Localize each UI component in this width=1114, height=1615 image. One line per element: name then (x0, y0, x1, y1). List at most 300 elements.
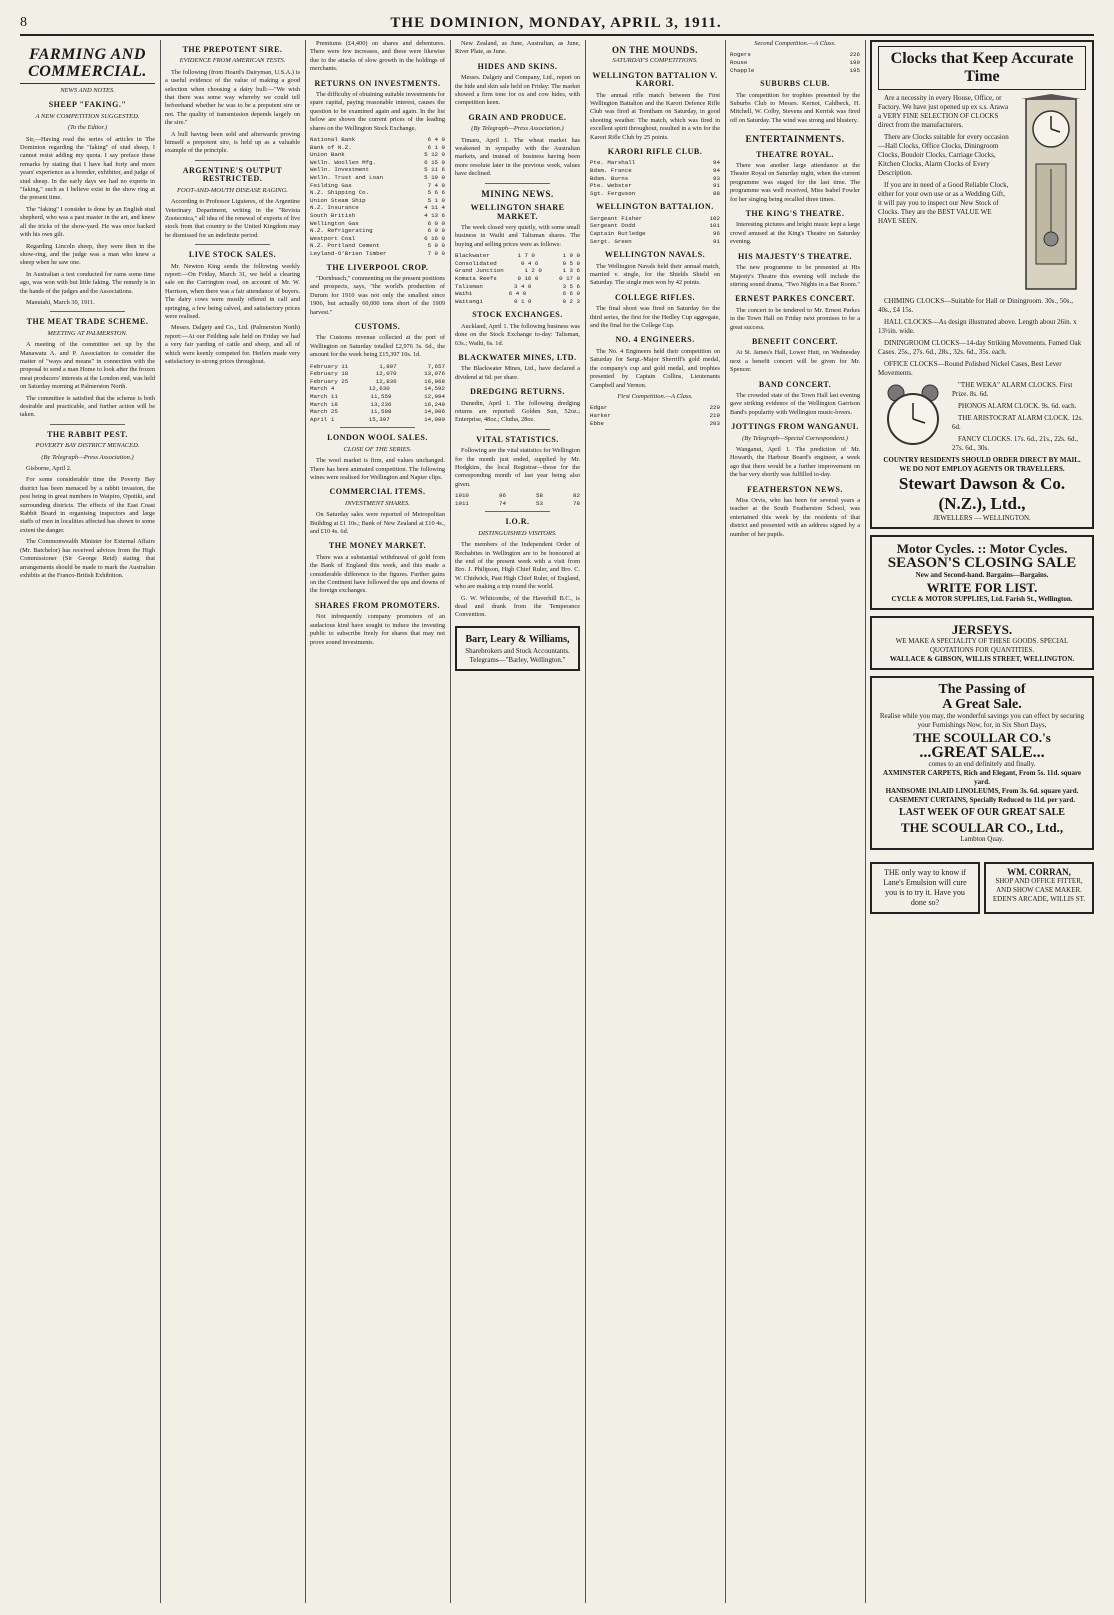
paragraph: The committee is satisfied that the scheme is both desirable and practicable, and further action will be taken. (20, 394, 155, 419)
table-row (310, 144, 445, 152)
paragraph: Regarding Lincoln sheep, they were then in the show-ring, and the judge was a man who knew a sheep when he saw one. (20, 242, 155, 267)
paragraph: Mr. Newton King sends the following weekly report:—On Friday, March 31, we held a clearing sale on the Carrington road, on account of Mr. W. Harrison, when there was a fair attendance of buyers. The dairy cows were mostly offered in calf and springing, a few being calved, and satisfactory prices were realised. (165, 262, 300, 320)
paragraph: Messrs. Dalgety and Co., Ltd. (Palmerston North) report:—At our Feilding sale held on Friday we had a very fair yarding of cattle and sheep, and all of which were keenly competed for. Heifers made very satisfactory to strong prices throughout. (165, 324, 300, 365)
paragraph: The annual rifle match between the First Wellington Battalion and the Karori Defence Rifle Club was fired at Trentham on Saturday, in good shooting weather. The match, which was fired in excellent spirit throughout, resulted in a win for the Karori Rifle Club by 25 points. (590, 91, 720, 141)
table-cell-value: 219 (709, 411, 720, 419)
paragraph: Interesting pictures and bright music kept a large crowd amused at the King's Theatre on Saturday evening. (730, 221, 860, 246)
table-row (590, 167, 720, 175)
advert-column (870, 40, 1094, 1603)
table-cell-value: 93 (713, 174, 720, 182)
table-cell-value: 6 0 0 (427, 227, 445, 235)
table-cell-label: 1910 (455, 492, 469, 500)
paragraph: Miss Orvis, who has been for several years a teacher at the South Featherston School, was entertained this week by the residents of that district and presented with an address signed by a number of her pupils. (730, 497, 860, 538)
table-cell-value: 58 (535, 492, 543, 500)
table-row (455, 260, 580, 268)
article-heading: STOCK EXCHANGES. (472, 310, 563, 320)
table-cell-value: 91 (713, 182, 720, 190)
table-cell-value: 5 6 6 (427, 189, 445, 197)
karori-scores-table (590, 159, 720, 197)
column-1 (20, 40, 155, 1603)
section-title: FARMING AND COMMERCIAL. (20, 46, 155, 84)
table-row (310, 242, 445, 250)
article-heading: WELLINGTON NAVALS. (604, 250, 706, 260)
table-row (310, 166, 445, 174)
advert-title: Clocks that Keep Accurate Time (878, 46, 1086, 90)
article-subheading: DISTINGUISHED VISITORS. (478, 529, 557, 537)
clock-item: PHONOS ALARM CLOCK. 9s. 6d. each. (958, 402, 1077, 410)
table-cell-label: March 18 (310, 400, 338, 408)
table-cell-value: 14,592 (424, 385, 445, 393)
table-cell-value: 0 1 9 (514, 297, 532, 305)
table-cell-label: Rogers (730, 51, 751, 59)
table-cell-value: 1 2 0 (524, 267, 542, 275)
advert-firm: THE SCOULLAR CO.'s (913, 730, 1051, 745)
clock-item: DININGROOM CLOCKS—14-day Striking Movements. Fumed Oak Cases. 25s., 27s. 6d., 28s., 32s. 6d., 35s. each. (878, 339, 1082, 356)
table-row (310, 189, 445, 197)
advert-line: SHOP AND OFFICE FITTER, AND SHOW CASE MAKER. EDEN'S ARCADE, WILLIS ST. (992, 877, 1086, 903)
table-cell-value: 229 (709, 404, 720, 412)
paragraph: The final shoot was fired on Saturday for the third series, the first for the Hedley Cup aggregate, and the final for the College Cup. (590, 305, 720, 330)
table-row (310, 393, 445, 401)
column-2 (165, 40, 300, 1603)
article-heading: THE PREPOTENT SIRE. (182, 45, 283, 54)
table-cell-label: Captain Rutledge (590, 230, 646, 238)
paragraph: The following (from Hoard's Dairyman, U.S.A.) is a useful evidence of the value of making a good selection when choosing a dairy bull:—"We wish that there was some way whereby we could tell beforehand whether he was to be a prepotent sire or not. The quality of transmission depends largely on the sire." (165, 68, 300, 127)
table-cell-value: 4 13 6 (424, 212, 445, 219)
paragraph: The concert to be tendered to Mr. Ernest Parkes in the Town Hall on Friday next promises to be a great success. (730, 306, 860, 331)
article-heading: THEATRE ROYAL. (756, 149, 834, 159)
advert-notice: COUNTRY RESIDENTS SHOULD ORDER DIRECT BY MAIL. WE DO NOT EMPLOY AGENTS OR TRAVELLERS. (883, 456, 1081, 473)
table-row (310, 174, 445, 182)
table-row (310, 363, 445, 371)
article-subheading: A NEW COMPETITION SUGGESTED. (35, 112, 140, 120)
table-cell-label: April 1 (310, 415, 335, 423)
table-row (455, 492, 580, 500)
clock-item: OFFICE CLOCKS—Round Polished Nickel Cases, Best Lever Movements. (878, 360, 1062, 377)
article-heading: BAND CONCERT. (758, 379, 832, 389)
paragraph: There was another large attendance at the Theatre Royal on Saturday night, when the current programme was staged for the last time. The programme was well received, Miss Isabel Fowler for her singing being recalled three times. (730, 162, 860, 203)
article-subheading: CLOSE OF THE SERIES. (343, 445, 412, 453)
table-cell-value: 3 5 6 (562, 282, 580, 290)
table-row (310, 182, 445, 190)
advert-firm: CYCLE & MOTOR SUPPLIES, Ltd. Farish St., Wellington. (891, 595, 1073, 603)
clock-icon (1016, 94, 1086, 294)
table-cell-value: 5 11 6 (424, 166, 445, 174)
article-heading: VITAL STATISTICS. (476, 434, 559, 444)
table-cell-value: 12,630 (368, 385, 390, 393)
paragraph: The difficulty of obtaining suitable investments for spare capital, paying reasonable interest, causes the question to be examined again and again. In the list below are shown the current prices of the leading shares on the Wellington Stock Exchange. (310, 91, 445, 132)
table-cell-value: 3 4 0 (514, 282, 532, 290)
table-row (590, 190, 720, 198)
advert-heading: Motor Cycles. :: Motor Cycles. (896, 541, 1068, 556)
table-cell-value: 14,006 (424, 408, 445, 416)
advert-line: Realise while you may, the wonderful savings you can effect by securing your Furnishings Now, for, in Six Short Days, (879, 712, 1085, 729)
grandfather-clock-illustration (1016, 94, 1086, 297)
article-heading: THE LIVERPOOL CROP. (326, 262, 429, 272)
paragraph: Wanganui, April 1. The prediction of Mr. Howarth, the Harbour Board's engineer, a week ago that there would be a further improvement on the bar very shortly was fulfilled to-day. (730, 446, 860, 479)
paragraph: Dunedin, April 1. The following dredging returns are reported: Golden Sun, 52oz.; Enterprise, 48oz.; Clutha, 28oz. (455, 399, 580, 424)
table-row (455, 290, 580, 298)
clock-item: CHIMING CLOCKS—Suitable for Hall or Diningroom. 30s., 50s., 40s., £4 15s. (878, 297, 1073, 314)
paragraph: The new programme to be presented at His Majesty's Theatre this evening will include the stirring sound drama, "Two Nights in a Bar Room." (730, 264, 860, 288)
article-heading: CUSTOMS. (354, 322, 401, 331)
column-3 (310, 40, 445, 1603)
paragraph: For some considerable time the Poverty Bay district has been menaced by a rabbit invasion, the pest being in great numbers in Waipiro, Opotiki, and surrounding districts. The effects of the East Coast Rabbit Board in organising inspectors and large staffs of men in localities affected has shown to some extent the danger. (20, 476, 155, 534)
article-heading: WELLINGTON BATTALION. (596, 202, 714, 212)
paragraph: The competition for trophies presented by the Suburbs Club to Messrs. Kernot, Caldbeck, H. Mitchell, W. Colby, Stevens and Kerrisk was fired off on Saturday. The wind was strong and blustery. (730, 91, 860, 124)
table-row (310, 136, 445, 144)
alarm-clock-icon (878, 381, 948, 451)
table-row (310, 235, 445, 243)
telegraph-line: (By Telegraph—Press Association.) (471, 125, 564, 133)
advert-line: WRITE FOR LIST. (926, 580, 1038, 595)
table-row (455, 267, 580, 275)
table-cell-label: February 25 (310, 377, 349, 385)
table-row (590, 238, 720, 246)
table-row (455, 500, 580, 508)
table-row (310, 212, 445, 220)
paragraph: The crowded state of the Town Hall last evening gave striking evidence of the Wellington Garrison Band's popularity with Wellington music-lovers. (730, 391, 860, 416)
table-cell-value: 7 4 0 (427, 181, 445, 189)
column-divider (585, 40, 586, 1603)
table-cell-label: February 11 (310, 362, 349, 370)
table-row (590, 159, 720, 167)
dateline: Gisborne, April 2. (26, 465, 72, 473)
paragraph: Sir,—Having read the series of articles in The Dominion regarding the "faking" of stud sheep, I cannot resist adding my quota. I say preface these remarks by stating that I have had forty and more years' experience as a breeder, exhibitor, and judge of stud sheep. In the early days we had no experts in "faking," such as I believe exist in the show ring at the present time. (20, 135, 155, 202)
article-heading: THE MONEY MARKET. (328, 541, 427, 551)
table-cell-label: Welln. Trust and Loan (310, 174, 384, 182)
table-cell-value: 16,249 (424, 400, 445, 408)
table-row (455, 275, 580, 283)
divider (485, 429, 550, 430)
table-cell-value: 96 (498, 492, 506, 500)
clock-item: FANCY CLOCKS. 17s. 6d., 21s., 22s. 6d., 27s. 6d., 30s. (952, 435, 1078, 452)
table-cell-label: Bdsm. France (590, 167, 632, 175)
advert-line: ...GREAT SALE... (919, 744, 1045, 761)
lanes-emulsion-advert (870, 862, 980, 914)
scoullar-sale-advert (870, 676, 1094, 850)
competition-label: First Competition.—A Class. (617, 392, 693, 400)
advert-line: LAST WEEK OF OUR GREAT SALE (899, 807, 1065, 818)
table-row (310, 151, 445, 159)
divider (195, 160, 270, 161)
paragraph: Following are the vital statistics for Wellington for the month just ended, supplied by Mr. Hodgkins, the local Registrar—those for the corresponding month of last year being also given. (455, 447, 580, 488)
article-byline: (To the Editor.) (67, 124, 108, 132)
table-row (455, 252, 580, 260)
article-heading: JOTTINGS FROM WANGANUI. (731, 422, 859, 432)
table-cell-label: Pte. Webster (590, 182, 632, 190)
table-cell-value: 1 3 6 (562, 267, 580, 275)
column-divider (725, 40, 726, 1603)
article-heading: ERNEST PARKES CONCERT. (735, 294, 855, 304)
table-cell-label: Blackwater (455, 252, 490, 260)
table-cell-value: 199 (849, 59, 860, 66)
divider (760, 129, 830, 130)
article-heading: HIS MAJESTY'S THEATRE. (737, 251, 853, 261)
customs-table (310, 363, 445, 424)
article-heading: NO. 4 ENGINEERS. (615, 335, 695, 345)
table-cell-value: 203 (709, 419, 720, 427)
table-cell-label: N.Z. Shipping Co. (310, 189, 370, 197)
section-subtitle: NEWS AND NOTES. (60, 87, 115, 94)
table-cell-label: March 25 (310, 408, 338, 416)
article-heading: COMMERCIAL ITEMS. (329, 487, 426, 497)
article-subheading: POVERTY BAY DISTRICT MENACED. (35, 442, 140, 450)
column-divider (305, 40, 306, 1603)
mining-share-table (455, 252, 580, 305)
article-heading: ENTERTAINMENTS. (745, 135, 845, 146)
table-row (310, 250, 445, 258)
table-cell-value: 12,836 (375, 377, 397, 385)
table-cell-value: 6 4 0 (508, 290, 527, 298)
sharebroker-advert (455, 626, 580, 671)
table-row (310, 220, 445, 228)
advert-title: JERSEYS. (951, 622, 1013, 637)
table-row (590, 404, 720, 412)
table-cell-value: 102 (709, 214, 720, 222)
alarm-clock-illustration (878, 381, 948, 456)
table-row (310, 227, 445, 235)
table-row (310, 385, 445, 393)
paragraph: The members of the Independent Order of Rechabites in Wellington are to be honoured at the end of the present week with a visit from Bro. J. Philipson, High Chief Ruler, and Bro. C. W. Chidwick, Past High Chief Ruler, of England, who are making a trip round the world. (455, 541, 580, 591)
article-heading: HIDES AND SKINS. (477, 61, 558, 71)
advert-item: CASEMENT CURTAINS, Specially Reduced to 11d. per yard. (888, 796, 1076, 804)
article-subheading: INVESTMENT SHARES. (345, 499, 410, 507)
second-competition-table (730, 51, 860, 74)
paragraph: The Customs revenue collected at the port of Wellington on Saturday totalled £2,976 3s. 6d., the amount for the week being £15,397 10s. 1d. (310, 334, 445, 359)
table-cell-value: 0 16 0 (517, 274, 539, 282)
table-cell-value: 15,397 (368, 415, 390, 423)
paragraph: New Zealand, as June, Australian, as June, River Plate, as June. (455, 40, 580, 56)
table-cell-value: 0 4 6 (520, 259, 539, 267)
table-cell-label: March 11 (310, 393, 338, 400)
table-row (590, 182, 720, 190)
table-row (310, 408, 445, 416)
advert-firm: THE SCOULLAR CO., Ltd., (900, 820, 1064, 835)
clock-item: THE ARISTOCRAT ALARM CLOCK. 12s. 6d. (952, 414, 1083, 431)
paragraph: The Blackwater Mines, Ltd., have declared a dividend at 6d. per share. (455, 365, 580, 381)
paragraph: G. W. Whitcombe, of the Haverhill B.C., is dead and drank from the Temperance Convention. (455, 594, 580, 619)
table-row (455, 283, 580, 291)
article-heading: WELLINGTON BATTALION V. KARORI. (592, 70, 718, 89)
page-number: 8 (20, 15, 28, 30)
article-heading: ARGENTINE'S OUTPUT RESTRICTED. (182, 165, 283, 184)
column-6 (730, 40, 860, 1603)
table-cell-value: 226 (849, 51, 860, 59)
divider (50, 424, 125, 425)
table-cell-value: 1 7 0 (517, 252, 535, 260)
article-heading: THE MEAT TRADE SCHEME. (26, 317, 149, 327)
article-subheading: EVIDENCE FROM AMERICAN TESTS. (179, 57, 286, 65)
paragraph: There was a substantial withdrawal of gold from the Bank of England this week, and this made a considerable difference to the figures. Further gains on the Continent have followed the ups and downs of the foreign exchanges. (310, 553, 445, 595)
advert-title: SEASON'S CLOSING SALE (887, 555, 1077, 571)
advert-line: THE only way to know if Lane's Emulsion will cure you is to try it. Have you done so? (883, 868, 967, 907)
paragraph: There are Clocks suitable for every occasion—Hall Clocks, Office Clocks, Diningroom Clocks, Boudoir Clocks, Carriage Clocks, Kitchen Clocks, Alarm Clocks of Every Description. (878, 133, 1009, 177)
clock-item: "THE WEKA" ALARM CLOCKS. First Prize. 8s. 6d. (952, 381, 1073, 398)
paragraph: The Wellington Navals held their annual match, married v. single, for the Shields Shield on Saturday. The single men won by 42 points. (590, 262, 720, 287)
divider (340, 427, 415, 428)
table-cell-label: Wellington Gas (310, 219, 359, 227)
article-heading: BENEFIT CONCERT. (751, 336, 839, 346)
table-cell-value: 14,090 (424, 415, 445, 423)
masthead (20, 12, 1094, 36)
paragraph: The Commonwealth Minister for External Affairs (Mr. Batchelor) has received advices from the High Commissioner (Sir George Reid) stating that arrangements should be made to mark the Australian exhibits at the Franco-British Exhibition. (20, 538, 155, 579)
table-row (590, 175, 720, 183)
table-row (310, 378, 445, 386)
table-cell-label: Sergeant Fisher (590, 214, 643, 222)
advert-title: A Great Sale. (942, 697, 1022, 712)
paragraph: Not infrequently company promoters of an audacious kind have sought to induce the investing public to subscribe freely for shares that may not prove sound investments. (310, 613, 445, 646)
telegraph-line: (By Telegraph—Press Association.) (41, 453, 134, 461)
table-cell-label: Edgar (590, 404, 608, 412)
column-divider (450, 40, 451, 1603)
advert-line: New and Second-hand. Bargains—Bargains. (915, 571, 1049, 579)
paragraph: "Dornbusch," commenting on the present positions and prospects, says, "the world's production of Durum for 1910 was not only the smallest since 1906, but actually 60,000 tons short of the 1909 harvest." (310, 274, 445, 316)
jerseys-advert (870, 616, 1094, 670)
corran-advert (984, 862, 1094, 914)
table-cell-label: Bank of N.Z. (310, 143, 352, 151)
table-row (590, 412, 720, 420)
vital-statistics-table (455, 492, 580, 507)
article-heading: KARORI RIFLE CLUB. (607, 147, 703, 157)
paragraph: In Australian a test conducted for rams some time ago, was won with but little faking. The remedy is in the hands of the judges and the Associations. (20, 270, 155, 295)
table-row (590, 215, 720, 223)
article-heading: DREDGING RETURNS. (470, 387, 565, 397)
table-cell-label: Waitangi (455, 297, 483, 305)
table-cell-label: Consolidated (455, 259, 497, 267)
table-row (590, 420, 720, 428)
table-cell-label: 1911 (455, 499, 469, 507)
table-cell-value: 6 1 0 (427, 143, 445, 151)
table-cell-label: Rouse (730, 59, 748, 66)
advert-firm: Stewart Dawson & Co. (N.Z.), Ltd., (898, 474, 1066, 513)
table-row (310, 401, 445, 409)
table-cell-label: Welln. Investment (310, 166, 370, 174)
divider (50, 311, 125, 312)
advert-line: comes to an end definitely and finally. (928, 760, 1036, 768)
clocks-advert (870, 40, 1094, 529)
article-heading: SHARES FROM PROMOTERS. (314, 600, 440, 610)
table-cell-value: 11,559 (370, 393, 392, 400)
column-5 (590, 40, 720, 1603)
table-cell-value: 5 19 0 (424, 174, 445, 182)
clock-item: HALL CLOCKS—As design illustrated above. Length about 26in. x 13½in. wide. (878, 318, 1077, 335)
table-cell-value: 11,508 (370, 408, 392, 416)
table-row (730, 67, 860, 75)
paragraph: At St. James's Hall, Lower Hutt, on Wednesday next a benefit concert will be given for Mr. Spencer. (730, 349, 860, 374)
paragraph: The week closed very quietly, with some small business in Waihi and Talisman shares. The buying and selling prices were as follows: (455, 223, 580, 248)
table-cell-label: Chapple (730, 66, 755, 74)
table-cell-value: 101 (709, 222, 720, 230)
advert-line: Sharebrokers and Stock Accountants. (465, 646, 570, 655)
advert-firm: WALLACE & GIBSON, WILLIS STREET, WELLINGTON. (889, 655, 1075, 663)
table-cell-value: 94 (713, 159, 720, 167)
table-row (455, 298, 580, 306)
advert-firm: WM. CORRAN, (1007, 867, 1071, 877)
table-cell-value: 82 (573, 492, 580, 500)
article-subheading: MEETING AT PALMERSTON. (47, 329, 128, 337)
paragraph: Auckland, April 1. The following business was done on the Stock Exchange to-day: Talisman, 63s.; Waihi, 6s. 1d. (455, 322, 580, 347)
table-cell-value: 78 (573, 499, 580, 507)
table-cell-value: 1,897 (379, 362, 397, 370)
table-cell-label: Ebbe (590, 419, 604, 427)
table-row (310, 197, 445, 205)
table-cell-value: 195 (849, 66, 860, 74)
newspaper-title: THE DOMINION, MONDAY, APRIL 3, 1911. (390, 14, 722, 31)
paragraph: Premiums (£4,400) on shares and debentures. There were few increases, and these were likewise due to the attacks of slow growth in the holdings of merchants. (310, 40, 445, 73)
table-cell-label: Waihi (455, 290, 473, 298)
table-cell-value: 16,968 (424, 377, 445, 385)
article-heading: I.O.R. (505, 517, 530, 527)
article-heading: GRAIN AND PRODUCE. (468, 112, 567, 122)
paragraph: The No. 4 Engineers held their competition on Saturday for Sergt.-Major Sherriff's gold medal, the company's cup and gold medal, and trophies presented by Captain Collins, Lieutenants Campbell and Vernon. (590, 347, 720, 389)
table-row (730, 51, 860, 59)
table-cell-label: Pte. Marshall (590, 159, 636, 167)
table-cell-value: 88 (713, 189, 720, 197)
table-cell-label: Feilding Gas (310, 181, 352, 189)
advert-location: JEWELLERS — WELLINGTON. (933, 514, 1031, 522)
table-cell-value: 6 6 0 (562, 290, 580, 298)
article-heading: LONDON WOOL SALES. (327, 433, 428, 443)
table-cell-label: N.Z. Insurance (310, 204, 359, 212)
table-cell-label: N.Z. Refrigerating (310, 227, 373, 235)
table-row (730, 59, 860, 67)
paragraph: The "faking" I consider is done by an English stud shepherd, who was a past master in the art, and knew all the tricks of the show-yard. He was once backed with his own gilt. (20, 205, 155, 239)
advert-title: The Passing of (938, 682, 1026, 697)
table-cell-label: Union Bank (310, 151, 345, 159)
table-cell-value: 12,994 (424, 393, 445, 400)
article-heading: BLACKWATER MINES, LTD. (458, 352, 577, 362)
table-cell-value: 91 (713, 237, 720, 245)
table-row (590, 230, 720, 238)
article-heading: RETURNS ON INVESTMENTS. (314, 78, 441, 88)
motor-cycles-advert (870, 535, 1094, 610)
battalion-scores-table (590, 215, 720, 245)
signature: Manutahi, March 30, 1911. (26, 298, 95, 306)
table-cell-value: 96 (713, 230, 720, 238)
paragraph: Are a necessity in every House, Office, or Factory. We have just opened up ex s.s. Arawa a VERY FINE SELECTION OF CLOCKS direct from the manufacturers. (878, 94, 1009, 129)
table-cell-value: 5 1 0 (427, 196, 445, 204)
table-cell-value: 53 (535, 499, 543, 507)
table-cell-value: 5 12 0 (424, 151, 445, 159)
paragraph: If you are in need of a Good Reliable Clock, either for your own use or as a Wedding Gift, it will pay you to inspect our New Stock of Clocks. They are the BEST VALUE WE HAVE SEEN. (878, 181, 1009, 225)
table-cell-label: N.Z. Portland Cement (310, 242, 380, 250)
table-cell-value: 7,657 (427, 362, 445, 370)
article-subheading: FOOT-AND-MOUTH DISEASE RAGING. (177, 186, 288, 194)
article-heading: FEATHERSTON NEWS. (747, 484, 843, 494)
table-cell-label: Sergt. Green (590, 237, 632, 245)
advert-firm: Barr, Leary & Williams, (465, 633, 570, 645)
article-heading: SUBURBS CLUB. (760, 79, 830, 89)
table-cell-label: Grand Junction (455, 267, 504, 275)
table-cell-label: Union Steam Ship (310, 196, 366, 204)
table-cell-label: Westport Coal (310, 234, 356, 242)
table-cell-label: Sergeant Dodd (590, 222, 636, 230)
advert-item: HANDSOME INLAID LINOLEUMS, From 3s. 6d. square yard. (885, 787, 1079, 795)
article-heading: WELLINGTON SHARE MARKET. (470, 203, 565, 221)
table-cell-value: 13,076 (424, 370, 445, 378)
advert-line: WE MAKE A SPECIALITY OF THESE GOODS. SPECIAL QUOTATIONS FOR QUANTITIES. (895, 637, 1069, 654)
table-row (310, 204, 445, 212)
paragraph: Timaru, April 1. The wheat market has weakened in sympathy with the Australian markets, and instead of business having been more resolute later in the previous week, values have declined. (455, 136, 580, 178)
table-cell-label: Sgt. Ferguson (590, 189, 636, 197)
table-cell-label: Bdsm. Burns (590, 174, 629, 182)
article-heading: THE KING'S THEATRE. (745, 209, 845, 219)
table-cell-value: 74 (498, 499, 506, 507)
table-cell-label: March 4 (310, 385, 335, 393)
table-cell-value: 5 0 0 (427, 242, 445, 250)
paragraph: On Saturday sales were reported of Metropolitan Building at £1 10s.; Bank of New Zealand at £10 4s., and £10 4s. 6d. (310, 511, 445, 536)
